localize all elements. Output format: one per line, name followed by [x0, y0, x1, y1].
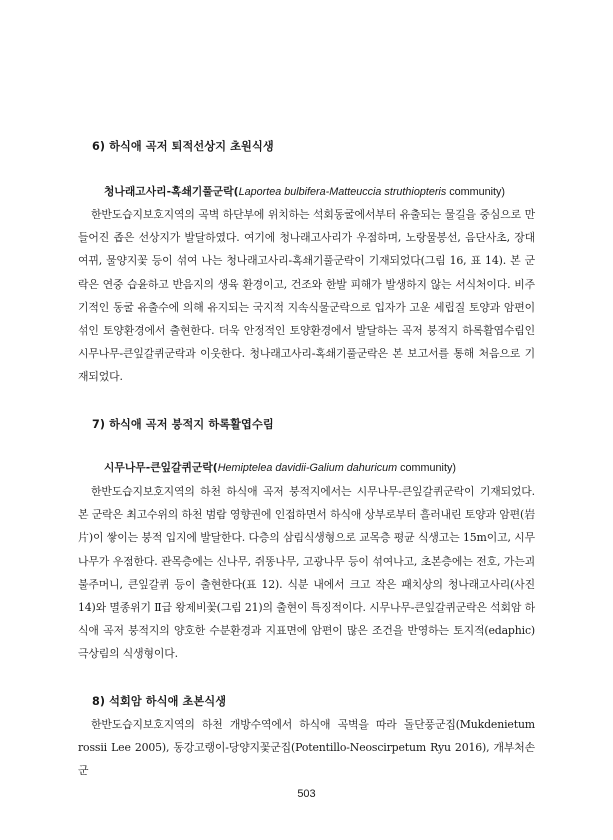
community-scientific-name: Hemiptelea davidii-Galium dahuricum: [217, 462, 398, 474]
community-korean-name: 시무나무-큰잎갈퀴군락(: [104, 461, 218, 474]
community-scientific-name: Laportea bulbifera-Matteuccia struthiopteris: [238, 186, 447, 198]
section-7-heading: 7) 하식애 곡저 붕적지 하록활엽수림: [92, 418, 274, 431]
section-6-paragraph: 한반도습지보호지역의 곡벽 하단부에 위치하는 석회동굴에서부터 유출되는 물길을 중심으로 만들어진 좁은 선상지가 발달하였다. 여기에 청나래고사리가 우점하며, 노랑물봉선, 음단사초, 장대여뀌, 물양지꽃 등이 섞여 나는 청나래고사리-혹쇄기풀군락이 기재되었다(그림 16, 표 14). 본 군락은 연중 습윤하고 반음지의 생육 환경이고, 건조와 한발 피해가 발생하지 않는 서식처이다. 비주기적인 동굴 유출수에 의해 유지되는 국지적 지속식물군락으로 입자가 고운 세립질 토양과 암편이 섞인 토양환경에서 출현한다. 더욱 안정적인 토양환경에서 발달하는 곡저 붕적지 하록활엽수림인 시무나무-큰잎갈퀴군락과 이웃한다. 청나래고사리-혹쇄기풀군락은 본 보고서를 통해 처음으로 기재되었다.: [78, 208, 535, 384]
community-suffix: community): [446, 186, 506, 198]
page-number: 503: [297, 788, 316, 800]
section-6-community-title: [104, 184, 505, 199]
community-suffix: community): [397, 462, 456, 474]
community-korean-name: 청나래고사리-혹쇄기풀군락(: [104, 185, 239, 198]
section-8-heading: 8) 석회암 하식애 초본식생: [92, 695, 227, 708]
section-7-community-title: [104, 460, 456, 475]
section-8-paragraph: 한반도습지보호지역의 하천 개방수역에서 하식애 곡벽을 따라 돌단풍군집(Mukdenietum rossii Lee 2005), 동강고랭이-당양지꽃군집(Potentillo-Neoscirpetum Ryu 2016), 개부처손군: [78, 718, 535, 778]
section-7-paragraph: 한반도습지보호지역의 하천 하식애 곡저 붕적지에서는 시무나무-큰잎갈퀴군락이 기재되었다. 본 군락은 최고수위의 하천 범람 영향권에 인접하면서 하식애 상부로부터 흘러내린 토양과 암편(岩片)이 쌓이는 붕적 입지에 발달한다. 다층의 삼림식생형으로 교목층 평균 식생고는 15m이고, 시무나무가 우점한다. 관목층에는 신나무, 쥐똥나무, 고광나무 등이 섞여나고, 초본층에는 전호, 가는괴불주머니, 큰잎갈퀴 등이 출현한다(표 12). 식분 내에서 크고 작은 패치상의 청나래고사리(사진 14)와 멸종위기 Ⅱ급 왕제비꽃(그림 21)의 출현이 특징적이다. 시무나무-큰잎갈퀴군락은 석회암 하식애 곡저 붕적지의 양호한 수분환경과 지표면에 암편이 많은 조건을 반영하는 토지적(edaphic) 극상림의 식생형이다.: [78, 485, 535, 661]
section-6-heading: 6) 하식애 곡저 퇴적선상지 초원식생: [92, 140, 274, 153]
